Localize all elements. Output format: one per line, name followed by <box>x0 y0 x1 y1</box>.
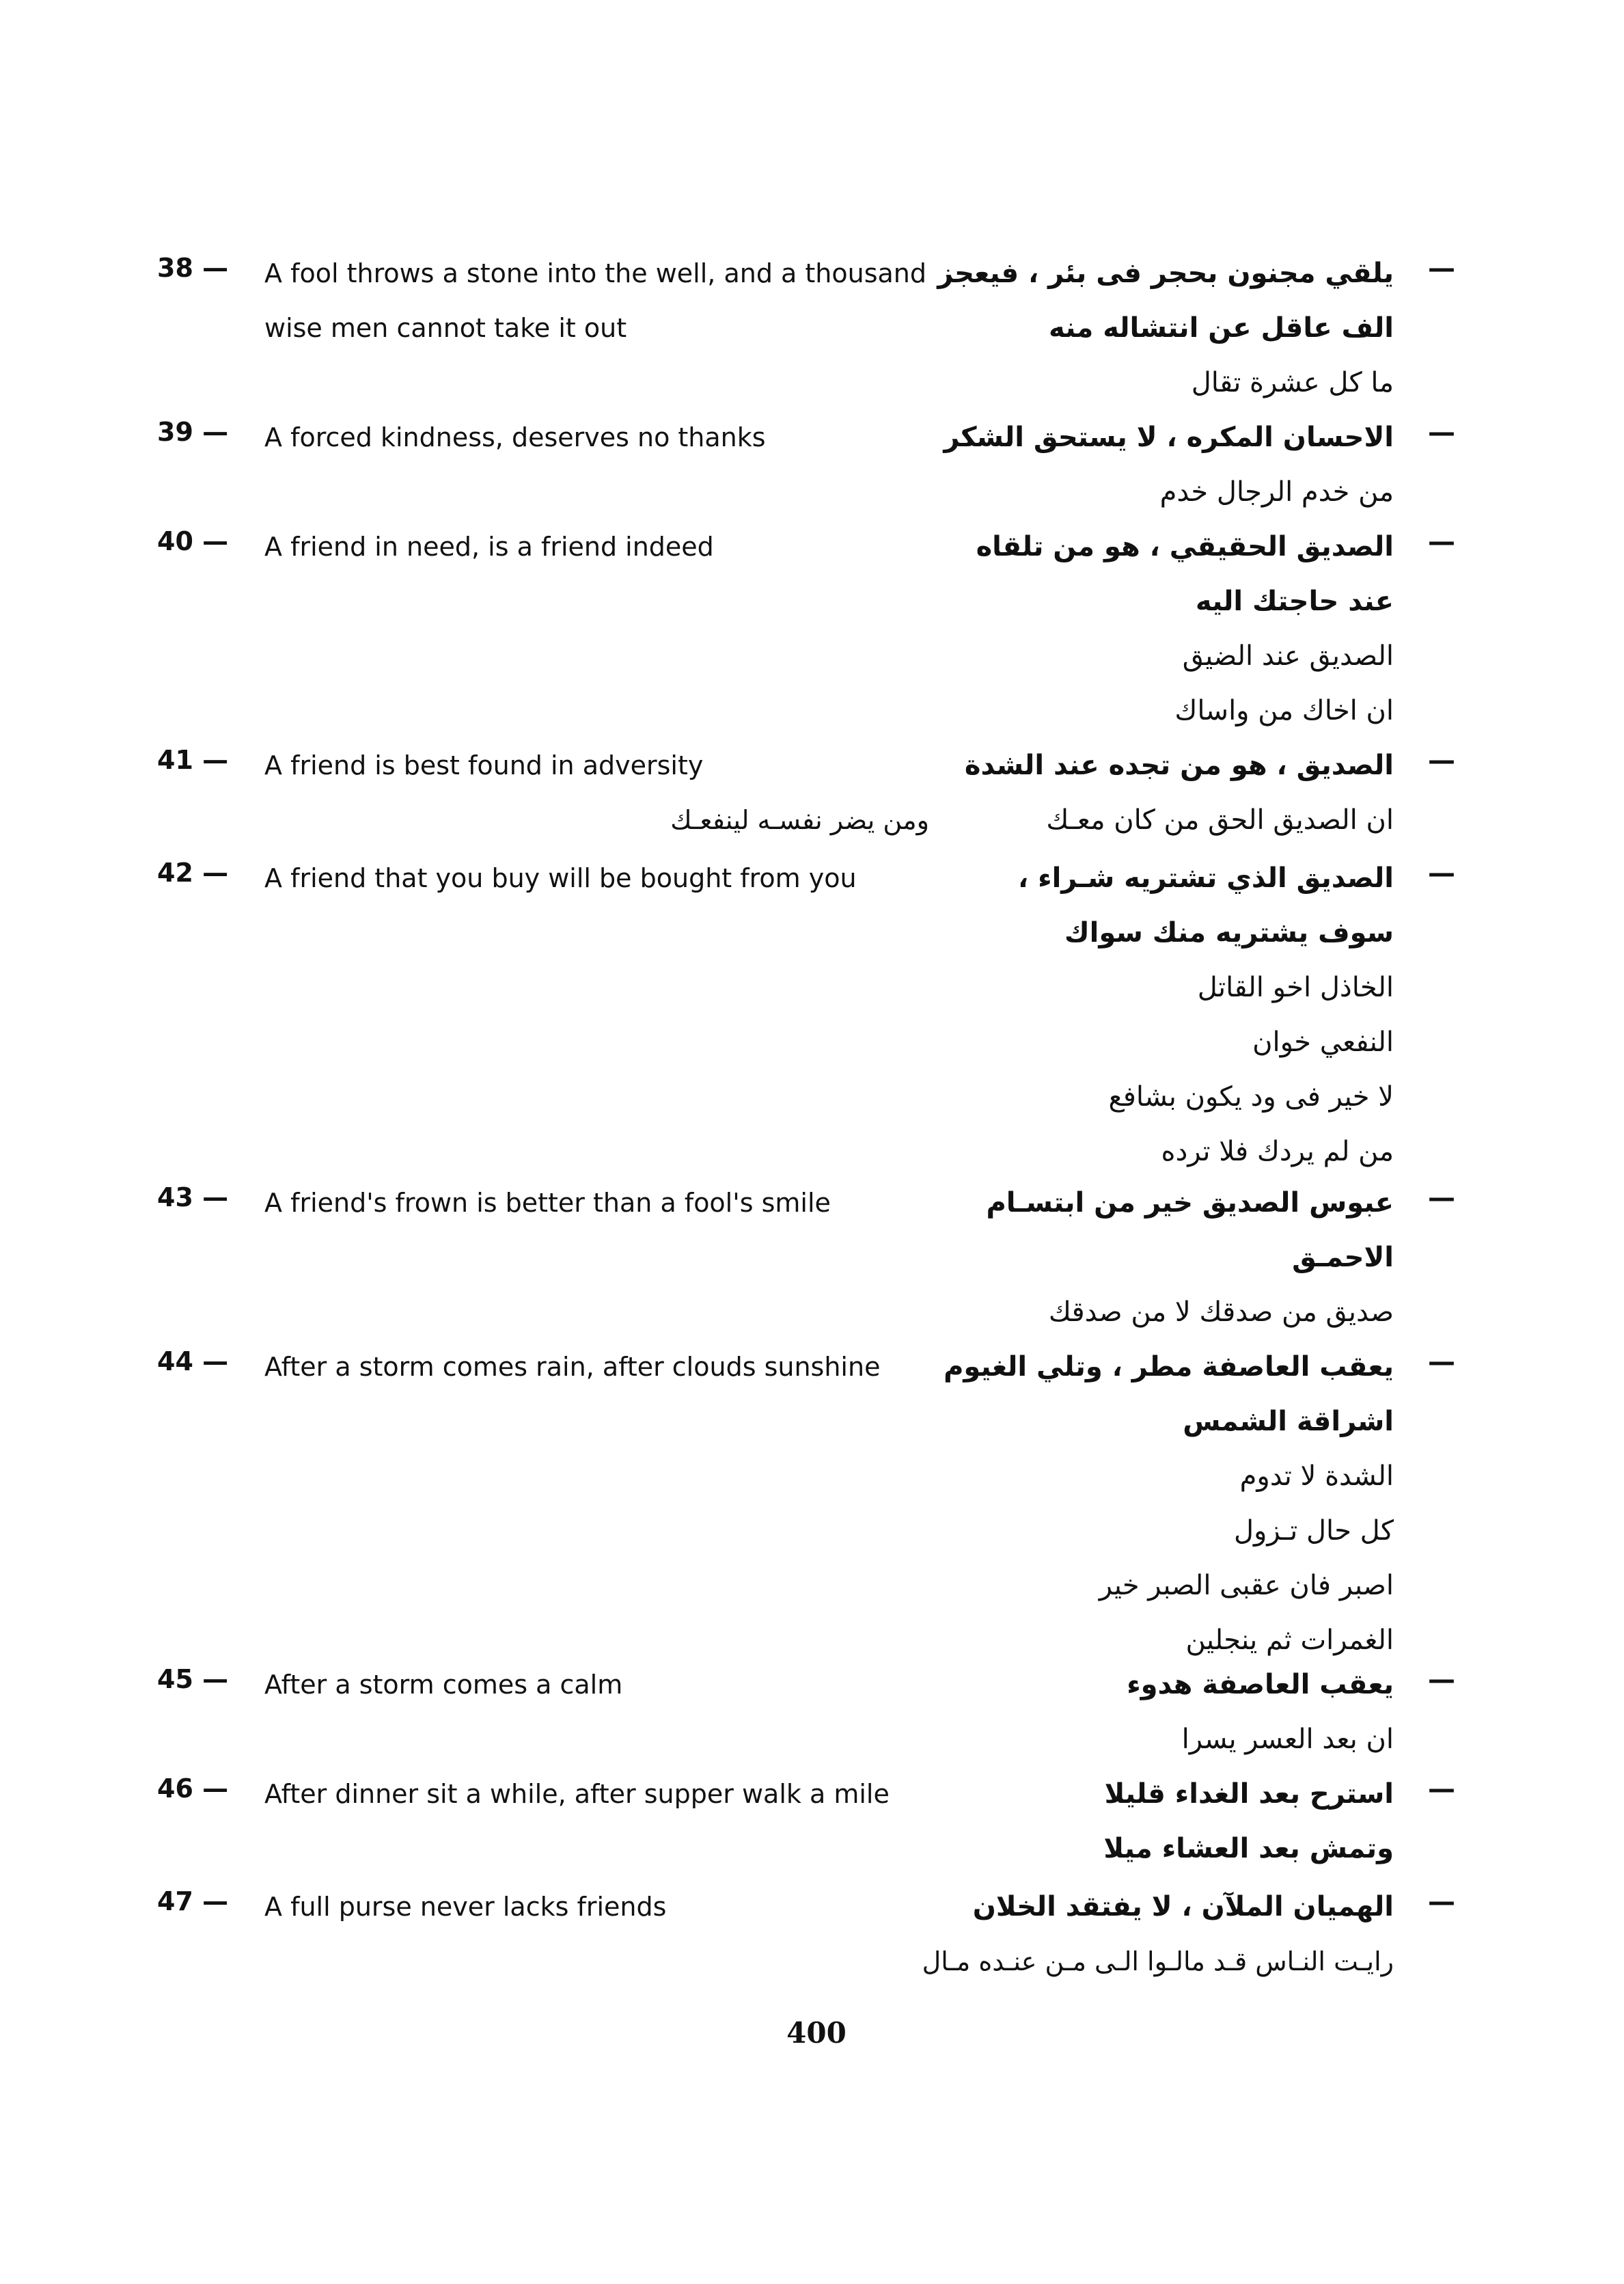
dash: — <box>1428 526 1455 558</box>
english-line: A friend is best found in adversity <box>264 750 704 780</box>
english-proverb <box>264 410 948 465</box>
dash: — <box>1428 1346 1455 1378</box>
english-line: A friend in need, is a friend indeed <box>264 532 714 562</box>
arabic-translation <box>943 1340 1394 1668</box>
arabic-bold-line: الصديق ، هو من تجده عند الشدة <box>964 750 1394 781</box>
dash: — <box>1428 745 1455 776</box>
arabic-bold-line: الصديق الذي تشتريه شـراء ، <box>1018 862 1394 894</box>
arabic-translation <box>943 1657 1394 1767</box>
arabic-equivalent: ان الصديق الحق من كان معـك <box>1046 804 1394 836</box>
english-line: After a storm comes a calm <box>264 1670 623 1700</box>
arabic-equivalent: النفعي خوان <box>1252 1027 1394 1058</box>
english-proverb <box>264 1340 948 1394</box>
dash: — <box>1428 253 1455 284</box>
arabic-equivalent: الشدة لا تدوم <box>1239 1460 1394 1492</box>
entry-number: 40 — <box>157 526 229 556</box>
arabic-equivalent: صديق من صدقك لا من صدقك <box>1048 1296 1394 1328</box>
english-line: A full purse never lacks friends <box>264 1892 667 1922</box>
english-proverb <box>264 738 948 793</box>
arabic-bold-line: يعقب العاصفة هدوء <box>1127 1669 1394 1700</box>
arabic-bold-line: عند حاجتك اليه <box>1195 586 1394 617</box>
entry-number: 47 — <box>157 1886 229 1916</box>
arabic-bold-line: سوف يشتريه منك سواك <box>1064 917 1394 949</box>
english-proverb <box>264 1175 948 1230</box>
dash: — <box>1428 1773 1455 1805</box>
arabic-equivalent: ما كل عشرة تقال <box>1191 367 1394 398</box>
arabic-bold-line: يلقي مجنون بحجر فى بئر ، فيعجز <box>937 258 1394 289</box>
arabic-equivalent: كل حال تـزول <box>1233 1515 1394 1547</box>
arabic-equivalent: ان بعد العسر يسرا <box>1181 1724 1394 1755</box>
english-line: wise men cannot take it out <box>264 313 627 343</box>
english-proverb <box>264 1767 948 1821</box>
arabic-equivalent: لا خير فى ود يكون بشافع <box>1108 1081 1394 1113</box>
arabic-bold-line: عبوس الصديق خير من ابتسـام <box>986 1187 1394 1219</box>
english-line: A fool throws a stone into the well, and a thousand <box>264 258 926 288</box>
arabic-equivalent: من خدم الرجال خدم <box>1159 476 1394 508</box>
arabic-bold-line: وتمش بعد العشاء ميلا <box>1103 1833 1394 1864</box>
arabic-equivalent: اصبر فان عقبى الصبر خير <box>1099 1570 1394 1601</box>
arabic-verse: رايـت النـاس قـد مالـوا الـى مـن عنـده مـال <box>922 1946 1394 1976</box>
arabic-equivalent: من لم يردك فلا ترده <box>1161 1136 1394 1167</box>
english-line: After a storm comes rain, after clouds sunshine <box>264 1352 881 1382</box>
arabic-translation <box>943 519 1394 738</box>
arabic-bold-line: الهميان الملآن ، لا يفتقد الخلان <box>972 1891 1394 1922</box>
entry-number: 44 — <box>157 1346 229 1376</box>
arabic-equivalent: ان اخاك من واساك <box>1174 695 1394 726</box>
arabic-translation <box>943 1767 1394 1876</box>
english-proverb <box>264 519 948 574</box>
entry-number: 43 — <box>157 1182 229 1212</box>
dash: — <box>1428 858 1455 889</box>
entry-number: 42 — <box>157 858 229 888</box>
arabic-bold-line: الاحسان المكره ، لا يستحق الشكر <box>944 422 1394 453</box>
english-proverb <box>264 1657 948 1712</box>
arabic-bold-line: يعقب العاصفة مطر ، وتلي الغيوم <box>944 1351 1394 1383</box>
arabic-translation <box>943 738 1394 847</box>
arabic-verse-continuation: ومن يضر نفسـه لينفعـك <box>670 805 929 835</box>
arabic-bold-line: الاحمـق <box>1292 1242 1394 1273</box>
arabic-bold-line: اشراقة الشمس <box>1183 1406 1394 1437</box>
arabic-bold-line: استرح بعد الغداء قليلا <box>1104 1778 1394 1810</box>
dash: — <box>1428 1886 1455 1918</box>
dash: — <box>1428 1664 1455 1696</box>
english-line: A friend that you buy will be bought from you <box>264 863 857 893</box>
entry-number: 39 — <box>157 417 229 447</box>
english-line: A friend's frown is better than a fool's smile <box>264 1188 831 1218</box>
entry-number: 41 — <box>157 745 229 775</box>
english-line: After dinner sit a while, after supper walk a mile <box>264 1779 890 1809</box>
arabic-translation <box>943 1879 1394 1934</box>
dash: — <box>1428 417 1455 448</box>
entry-number: 45 — <box>157 1664 229 1694</box>
english-proverb <box>264 1879 948 1934</box>
arabic-equivalent: الصديق عند الضيق <box>1182 640 1394 672</box>
arabic-translation <box>943 410 1394 519</box>
arabic-translation <box>937 246 1394 410</box>
arabic-translation <box>943 851 1394 1179</box>
english-proverb <box>264 246 948 355</box>
arabic-bold-line: الصديق الحقيقي ، هو من تلقاه <box>976 531 1394 562</box>
arabic-equivalent: الغمرات ثم ينجلين <box>1185 1624 1394 1656</box>
arabic-equivalent: الخاذل اخو القاتل <box>1197 972 1394 1003</box>
entry-number: 38 — <box>157 253 229 283</box>
entry-number: 46 — <box>157 1773 229 1804</box>
english-line: A forced kindness, deserves no thanks <box>264 422 766 452</box>
arabic-translation <box>943 1175 1394 1340</box>
arabic-bold-line: الف عاقل عن انتشاله منه <box>1048 312 1394 344</box>
dash: — <box>1428 1182 1455 1214</box>
english-proverb <box>264 851 948 906</box>
page-number: 400 <box>786 2016 847 2050</box>
